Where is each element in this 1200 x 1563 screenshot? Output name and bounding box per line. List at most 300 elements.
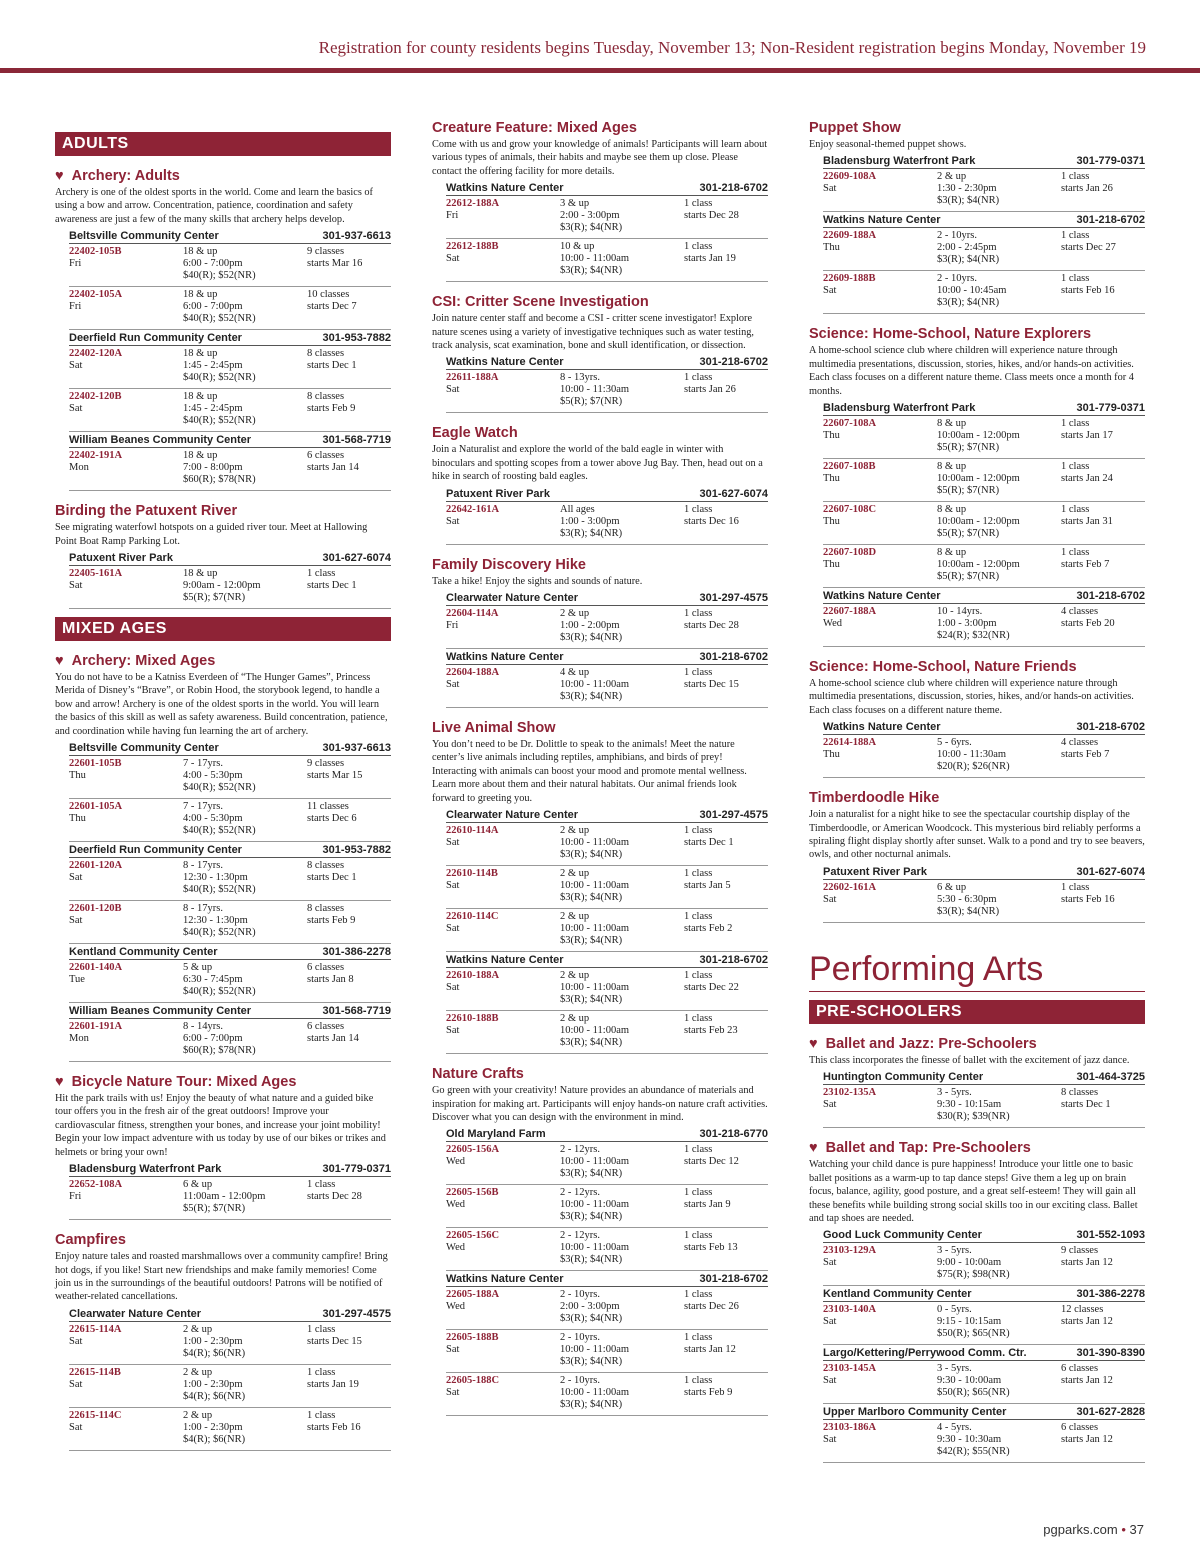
facility-header bbox=[69, 1161, 391, 1177]
class-day: Sat bbox=[823, 183, 837, 195]
class-day: Fri bbox=[446, 620, 459, 632]
class-fee: $3(R); $4(NR) bbox=[560, 1168, 623, 1180]
class-day: Thu bbox=[823, 559, 840, 571]
facility-phone: 301-937-6613 bbox=[322, 742, 391, 755]
class-row bbox=[823, 502, 1145, 545]
facility-phone: 301-627-2828 bbox=[1076, 1406, 1145, 1419]
class-age: 8 - 13yrs. bbox=[560, 372, 600, 384]
facility-phone: 301-218-6702 bbox=[699, 651, 768, 664]
heart-icon: ♥ bbox=[55, 168, 64, 184]
page-number: 37 bbox=[1129, 1522, 1144, 1537]
class-row bbox=[446, 665, 768, 708]
class-day: Sat bbox=[823, 1316, 837, 1328]
class-code[interactable]: 22614-188A bbox=[823, 737, 877, 749]
class-count: 1 class bbox=[307, 1366, 336, 1378]
class-age: 2 & up bbox=[937, 171, 967, 183]
class-time: 1:00 - 2:30pm bbox=[183, 1378, 243, 1390]
facility-header bbox=[69, 1306, 391, 1322]
class-age: 3 - 5yrs. bbox=[937, 1363, 972, 1375]
class-day: Sat bbox=[69, 580, 83, 592]
class-time: 4:00 - 5:30pm bbox=[183, 813, 243, 825]
facility-name: Watkins Nature Center bbox=[823, 590, 941, 603]
class-row bbox=[823, 169, 1145, 212]
program-description: Watching your child dance is pure happiness! Introduce your little one to basic ballet positions as a warm-up to tap dance steps! Give them a leg up on brain focus, balance, agility, good posture, and a great self-esteem! They will gain all these benefits while building strong social skills too in our exciting class. Ballet and tap shoes are needed. bbox=[809, 1159, 1138, 1224]
class-day: Thu bbox=[823, 749, 840, 761]
class-count: 6 classes bbox=[1061, 1422, 1099, 1434]
facility-phone: 301-953-7882 bbox=[322, 332, 391, 345]
class-age: 2 & up bbox=[560, 825, 590, 837]
class-fee: $40(R); $52(NR) bbox=[183, 884, 256, 896]
class-code[interactable]: 22402-120A bbox=[69, 348, 123, 360]
class-count: 1 class bbox=[684, 198, 713, 210]
class-age: 2 & up bbox=[560, 1013, 590, 1025]
class-age: 2 - 10yrs. bbox=[937, 273, 977, 285]
column-3 bbox=[809, 108, 1145, 1463]
class-code[interactable]: 22402-105A bbox=[69, 289, 123, 301]
class-start: starts Jan 19 bbox=[307, 1378, 359, 1390]
facility-header bbox=[446, 486, 768, 502]
class-code[interactable]: 22610-114C bbox=[446, 911, 499, 923]
class-fee: $40(R); $52(NR) bbox=[183, 927, 256, 939]
class-time: 10:00 - 11:00am bbox=[560, 679, 630, 691]
program-description: Go green with your creativity! Nature provides an abundance of materials and inspiration for making art. Participants will enjoy hands-on nature craft activities. Discover what you can design with the environment in mind. bbox=[432, 1085, 768, 1123]
heart-icon: ♥ bbox=[55, 653, 64, 670]
class-start: starts Feb 20 bbox=[1061, 618, 1115, 630]
class-day: Fri bbox=[69, 301, 82, 313]
program-title-text: Bicycle Nature Tour: Mixed Ages bbox=[71, 1074, 297, 1091]
class-count: 1 class bbox=[684, 825, 713, 837]
class-count: 11 classes bbox=[307, 801, 349, 813]
class-row bbox=[446, 823, 768, 866]
program-title-text: Family Discovery Hike bbox=[432, 556, 586, 573]
class-code[interactable]: 22642-161A bbox=[446, 503, 500, 515]
class-row bbox=[823, 604, 1145, 647]
class-day: Sat bbox=[446, 1387, 460, 1399]
program-title-text: Archery: Adults bbox=[71, 168, 180, 184]
facility-phone: 301-297-4575 bbox=[699, 592, 768, 605]
class-count: 1 class bbox=[684, 1144, 713, 1156]
class-row bbox=[823, 271, 1145, 314]
class-count: 1 class bbox=[1061, 461, 1090, 473]
class-code[interactable]: 22605-156C bbox=[446, 1230, 500, 1242]
class-time: 7:00 - 8:00pm bbox=[183, 462, 243, 474]
program-description: Join nature center staff and become a CSI - critter scene investigator! Explore nature scenes using a variety of investigative techniques such as water testing, track analysis, scat examination, bone and skull identification, or dissection. bbox=[432, 313, 754, 352]
class-start: starts Jan 12 bbox=[1061, 1375, 1113, 1387]
class-count: 4 classes bbox=[1061, 737, 1099, 749]
class-code[interactable]: 22607-188A bbox=[823, 606, 877, 618]
class-count: 1 class bbox=[684, 868, 713, 880]
facility-phone: 301-297-4575 bbox=[699, 809, 768, 822]
class-day: Sat bbox=[69, 403, 83, 415]
class-day: Mon bbox=[69, 462, 89, 474]
program-title-text: Archery: Mixed Ages bbox=[71, 653, 216, 670]
facility-phone: 301-218-6702 bbox=[1076, 590, 1145, 603]
class-row bbox=[446, 1011, 768, 1054]
class-day: Thu bbox=[69, 813, 86, 825]
class-count: 8 classes bbox=[307, 860, 345, 872]
class-start: starts Feb 9 bbox=[307, 915, 356, 927]
class-count: 9 classes bbox=[307, 758, 345, 770]
class-code[interactable]: 23102-135A bbox=[823, 1087, 877, 1099]
facility-name: Kentland Community Center bbox=[823, 1288, 972, 1301]
column-1 bbox=[55, 124, 391, 1451]
program-title bbox=[432, 1066, 768, 1083]
class-code[interactable]: 23103-186A bbox=[823, 1422, 877, 1434]
facility-header bbox=[446, 952, 768, 968]
class-age: 18 & up bbox=[183, 568, 218, 580]
program-title bbox=[55, 503, 391, 520]
class-fee: $50(R); $65(NR) bbox=[937, 1328, 1010, 1340]
class-row bbox=[823, 1243, 1145, 1286]
class-code[interactable]: 22652-108A bbox=[69, 1179, 123, 1191]
class-age: 2 - 10yrs. bbox=[937, 230, 977, 242]
class-start: starts Dec 12 bbox=[684, 1156, 739, 1168]
class-day: Wed bbox=[446, 1301, 465, 1313]
class-start: starts Jan 26 bbox=[1061, 183, 1113, 195]
program-title bbox=[809, 120, 1145, 137]
facility-header bbox=[823, 719, 1145, 735]
class-code[interactable]: 22607-108A bbox=[823, 418, 877, 430]
class-time: 6:30 - 7:45pm bbox=[183, 974, 243, 986]
class-code[interactable]: 22605-188B bbox=[446, 1332, 499, 1344]
class-time: 1:00 - 2:30pm bbox=[183, 1421, 243, 1433]
class-code[interactable]: 22601-140A bbox=[69, 962, 123, 974]
class-start: starts Jan 31 bbox=[1061, 516, 1113, 528]
class-fee: $5(R); $7(NR) bbox=[560, 396, 623, 408]
footer-site[interactable]: pgparks.com bbox=[1043, 1522, 1118, 1537]
class-start: starts Dec 15 bbox=[684, 679, 739, 691]
class-fee: $3(R); $4(NR) bbox=[560, 1037, 623, 1049]
class-code[interactable]: 22604-114A bbox=[446, 608, 499, 620]
facility-header bbox=[69, 1003, 391, 1019]
class-code[interactable]: 22610-188A bbox=[446, 970, 500, 982]
class-start: starts Jan 14 bbox=[307, 462, 359, 474]
class-time: 10:00 - 11:00am bbox=[560, 1025, 630, 1037]
class-fee: $40(R); $52(NR) bbox=[183, 372, 256, 384]
facility-header bbox=[446, 1126, 768, 1142]
class-start: starts Feb 16 bbox=[1061, 285, 1115, 297]
class-code[interactable]: 22611-188A bbox=[446, 372, 499, 384]
class-age: All ages bbox=[560, 503, 595, 515]
class-code[interactable]: 22609-188B bbox=[823, 273, 876, 285]
class-row bbox=[69, 1019, 391, 1062]
class-code[interactable]: 23103-129A bbox=[823, 1245, 877, 1257]
class-time: 10:00 - 11:00am bbox=[560, 1156, 630, 1168]
class-code[interactable]: 22609-188A bbox=[823, 230, 877, 242]
class-row bbox=[69, 389, 391, 432]
program-description: Come with us and grow your knowledge of animals! Participants will learn about various types of animals, their habits and maybe see them up close. Please contact the offering facility for more details. bbox=[432, 139, 768, 177]
class-age: 5 & up bbox=[183, 962, 213, 974]
class-start: starts Mar 15 bbox=[307, 770, 363, 782]
program-title-text: Ballet and Jazz: Pre-Schoolers bbox=[825, 1035, 1037, 1052]
class-start: starts Dec 22 bbox=[684, 982, 739, 994]
class-fee: $4(R); $6(NR) bbox=[183, 1347, 246, 1359]
class-code[interactable]: 22605-188C bbox=[446, 1375, 500, 1387]
class-code[interactable]: 22612-188A bbox=[446, 198, 500, 210]
class-fee: $3(R); $4(NR) bbox=[560, 994, 623, 1006]
class-start: starts Dec 7 bbox=[307, 301, 357, 313]
program-description: Hit the park trails with us! Enjoy the beauty of what nature and a guided bike tour offers you in the fresh air of the great outdoors! Improve your cardiovascular fitness, strengthen your bones, and increase your joint mobility! Begin your low impact adventure with us today by use of our bikes or trikes and helmets or bring your own! bbox=[55, 1093, 386, 1158]
class-code[interactable]: 22405-161A bbox=[69, 568, 123, 580]
class-time: 2:00 - 3:00pm bbox=[560, 1301, 620, 1313]
class-count: 1 class bbox=[684, 608, 713, 620]
class-count: 1 class bbox=[684, 1375, 713, 1387]
class-time: 1:00 - 3:00pm bbox=[560, 515, 620, 527]
class-row bbox=[823, 735, 1145, 778]
class-age: 5 - 6yrs. bbox=[937, 737, 972, 749]
class-count: 6 classes bbox=[307, 450, 345, 462]
class-code[interactable]: 22609-108A bbox=[823, 171, 877, 183]
class-time: 10:00 - 11:00am bbox=[560, 982, 630, 994]
class-time: 1:00 - 2:00pm bbox=[560, 620, 620, 632]
class-start: starts Dec 28 bbox=[307, 1191, 362, 1203]
class-code[interactable]: 22610-188B bbox=[446, 1013, 499, 1025]
class-start: starts Jan 12 bbox=[1061, 1434, 1113, 1446]
class-time: 5:30 - 6:30pm bbox=[937, 893, 997, 905]
class-row bbox=[446, 606, 768, 649]
class-code[interactable]: 22615-114B bbox=[69, 1366, 121, 1378]
facility-header bbox=[446, 807, 768, 823]
class-time: 9:30 - 10:30am bbox=[937, 1434, 1002, 1446]
class-start: starts Dec 28 bbox=[684, 210, 739, 222]
class-time: 9:00 - 10:00am bbox=[937, 1257, 1002, 1269]
class-row bbox=[69, 799, 391, 842]
class-time: 6:00 - 7:00pm bbox=[183, 1033, 243, 1045]
facility-name: Kentland Community Center bbox=[69, 946, 218, 959]
facility-name: Beltsville Community Center bbox=[69, 742, 219, 755]
class-row bbox=[69, 448, 391, 491]
facility-phone: 301-218-6702 bbox=[1076, 214, 1145, 227]
facility-phone: 301-386-2278 bbox=[1076, 1288, 1145, 1301]
class-code[interactable]: 22602-161A bbox=[823, 881, 877, 893]
class-count: 8 classes bbox=[307, 348, 345, 360]
class-fee: $4(R); $6(NR) bbox=[183, 1390, 246, 1402]
class-fee: $3(R); $4(NR) bbox=[560, 1399, 623, 1411]
program-title-text: Live Animal Show bbox=[432, 720, 556, 737]
class-count: 1 class bbox=[1061, 418, 1090, 430]
class-age: 10 - 14yrs. bbox=[937, 606, 983, 618]
class-count: 1 class bbox=[307, 1409, 336, 1421]
column-2 bbox=[432, 108, 768, 1416]
class-time: 6:00 - 7:00pm bbox=[183, 301, 243, 313]
facility-phone: 301-627-6074 bbox=[322, 552, 391, 565]
class-start: starts Dec 15 bbox=[307, 1335, 362, 1347]
class-start: starts Feb 23 bbox=[684, 1025, 738, 1037]
class-age: 8 & up bbox=[937, 504, 967, 516]
class-start: starts Jan 24 bbox=[1061, 473, 1113, 485]
program-title-text: Ballet and Tap: Pre-Schoolers bbox=[825, 1140, 1031, 1157]
class-day: Sat bbox=[446, 880, 460, 892]
class-day: Sat bbox=[69, 1378, 83, 1390]
footer-separator: • bbox=[1121, 1522, 1126, 1537]
class-day: Sat bbox=[69, 360, 83, 372]
class-age: 3 & up bbox=[560, 198, 590, 210]
class-day: Sat bbox=[446, 1344, 460, 1356]
class-code[interactable]: 22605-188A bbox=[446, 1289, 500, 1301]
facility-name: Beltsville Community Center bbox=[69, 230, 219, 243]
class-row bbox=[69, 1322, 391, 1365]
class-code[interactable]: 22605-156B bbox=[446, 1187, 499, 1199]
class-row bbox=[446, 866, 768, 909]
facility-name: Old Maryland Farm bbox=[446, 1128, 546, 1141]
facility-name: Watkins Nature Center bbox=[446, 954, 564, 967]
facility-name: Watkins Nature Center bbox=[446, 651, 564, 664]
class-code[interactable]: 22607-108D bbox=[823, 547, 877, 559]
class-fee: $3(R); $4(NR) bbox=[560, 1313, 623, 1325]
class-code[interactable]: 22402-120B bbox=[69, 391, 122, 403]
facility-name: Clearwater Nature Center bbox=[446, 809, 579, 822]
facility-name: Huntington Community Center bbox=[823, 1071, 984, 1084]
class-count: 1 class bbox=[684, 1013, 713, 1025]
facility-header bbox=[446, 354, 768, 370]
class-age: 8 - 17yrs. bbox=[183, 903, 223, 915]
class-age: 2 & up bbox=[560, 608, 590, 620]
program-title-text: Campfires bbox=[55, 1232, 126, 1249]
class-time: 10:00 - 11:00am bbox=[560, 1344, 630, 1356]
class-age: 18 & up bbox=[183, 289, 218, 301]
class-code[interactable]: 22601-120A bbox=[69, 860, 123, 872]
class-row bbox=[446, 1228, 768, 1271]
program-title bbox=[809, 326, 1145, 343]
class-start: starts Feb 7 bbox=[1061, 559, 1110, 571]
facility-phone: 301-218-6702 bbox=[699, 182, 768, 195]
class-start: starts Feb 13 bbox=[684, 1242, 738, 1254]
class-age: 8 & up bbox=[937, 418, 967, 430]
class-day: Sat bbox=[69, 915, 83, 927]
class-fee: $3(R); $4(NR) bbox=[560, 222, 623, 234]
class-day: Sat bbox=[446, 837, 460, 849]
class-code[interactable]: 22601-105B bbox=[69, 758, 122, 770]
class-time: 10:00 - 11:00am bbox=[560, 837, 630, 849]
class-day: Thu bbox=[69, 770, 86, 782]
section-header: PRE-SCHOOLERS bbox=[809, 1000, 1145, 1024]
class-age: 3 - 5yrs. bbox=[937, 1087, 972, 1099]
class-code[interactable]: 22601-105A bbox=[69, 801, 123, 813]
class-row bbox=[446, 1287, 768, 1330]
class-row bbox=[446, 1185, 768, 1228]
class-count: 1 class bbox=[307, 568, 336, 580]
class-time: 10:00am - 12:00pm bbox=[937, 473, 1020, 485]
class-fee: $42(R); $55(NR) bbox=[937, 1446, 1010, 1458]
class-row bbox=[446, 1330, 768, 1373]
class-day: Sat bbox=[446, 923, 460, 935]
class-code[interactable]: 22615-114A bbox=[69, 1323, 122, 1335]
class-row bbox=[823, 459, 1145, 502]
class-day: Thu bbox=[823, 242, 840, 254]
class-code[interactable]: 22601-120B bbox=[69, 903, 122, 915]
facility-name: William Beanes Community Center bbox=[69, 1005, 252, 1018]
class-age: 10 & up bbox=[560, 241, 595, 253]
facility-name: Patuxent River Park bbox=[69, 552, 173, 565]
facility-name: Bladensburg Waterfront Park bbox=[823, 155, 976, 168]
program-title bbox=[809, 1140, 1145, 1157]
class-fee: $5(R); $7(NR) bbox=[937, 442, 1000, 454]
program-title bbox=[432, 294, 768, 311]
class-fee: $75(R); $98(NR) bbox=[937, 1269, 1010, 1281]
program-title-text: Creature Feature: Mixed Ages bbox=[432, 120, 637, 136]
facility-phone: 301-386-2278 bbox=[322, 946, 391, 959]
class-day: Thu bbox=[823, 516, 840, 528]
class-count: 12 classes bbox=[1061, 1304, 1104, 1316]
class-day: Thu bbox=[823, 430, 840, 442]
class-fee: $3(R); $4(NR) bbox=[560, 849, 623, 861]
class-day: Fri bbox=[69, 1191, 82, 1203]
facility-header bbox=[446, 649, 768, 665]
class-fee: $3(R); $4(NR) bbox=[560, 935, 623, 947]
class-fee: $3(R); $4(NR) bbox=[937, 297, 1000, 309]
class-count: 6 classes bbox=[307, 1021, 345, 1033]
class-day: Sat bbox=[69, 872, 83, 884]
facility-phone: 301-779-0371 bbox=[322, 1163, 391, 1176]
facility-phone: 301-218-6702 bbox=[1076, 721, 1145, 734]
facility-phone: 301-568-7719 bbox=[322, 434, 391, 447]
class-code[interactable]: 23103-145A bbox=[823, 1363, 877, 1375]
facility-phone: 301-390-8390 bbox=[1076, 1347, 1145, 1360]
class-code[interactable]: 22402-105B bbox=[69, 246, 122, 258]
program-description: You don’t need to be Dr. Dolittle to speak to the animals! Meet the nature center’s live animals including reptiles, amphibians, and birds of prey! Interacting with animals can boost your mood and promote mental wellness. Learn more about them and their natural habitats. Our animal friends look forward to greeting you. bbox=[432, 739, 747, 804]
program-title-text: Timberdoodle Hike bbox=[809, 790, 940, 807]
facility-name: Watkins Nature Center bbox=[823, 214, 941, 227]
class-code[interactable]: 22604-188A bbox=[446, 667, 500, 679]
class-start: starts Dec 16 bbox=[684, 515, 739, 527]
facility-header bbox=[69, 432, 391, 448]
class-time: 10:00 - 11:00am bbox=[560, 1242, 630, 1254]
class-code[interactable]: 22402-191A bbox=[69, 450, 123, 462]
class-time: 6:00 - 7:00pm bbox=[183, 258, 243, 270]
class-row bbox=[69, 858, 391, 901]
class-code[interactable]: 22607-108B bbox=[823, 461, 876, 473]
class-fee: $3(R); $4(NR) bbox=[560, 1254, 623, 1266]
class-day: Sat bbox=[446, 982, 460, 994]
class-age: 18 & up bbox=[183, 391, 218, 403]
class-row bbox=[446, 909, 768, 952]
class-fee: $24(R); $32(NR) bbox=[937, 630, 1010, 642]
class-time: 11:00am - 12:00pm bbox=[183, 1191, 266, 1203]
class-fee: $3(R); $4(NR) bbox=[560, 1211, 623, 1223]
class-code[interactable]: 23103-140A bbox=[823, 1304, 877, 1316]
class-code[interactable]: 22601-191A bbox=[69, 1021, 123, 1033]
class-code[interactable]: 22612-188B bbox=[446, 241, 499, 253]
class-code[interactable]: 22610-114A bbox=[446, 825, 499, 837]
class-time: 1:00 - 3:00pm bbox=[937, 618, 997, 630]
program-title-text: Nature Crafts bbox=[432, 1066, 524, 1083]
facility-phone: 301-464-3725 bbox=[1076, 1071, 1145, 1084]
class-fee: $3(R); $4(NR) bbox=[560, 892, 623, 904]
program-title bbox=[432, 425, 768, 442]
class-time: 1:45 - 2:45pm bbox=[183, 403, 243, 415]
facility-phone: 301-627-6074 bbox=[699, 487, 768, 500]
class-age: 2 & up bbox=[183, 1323, 213, 1335]
facility-name: Bladensburg Waterfront Park bbox=[69, 1163, 222, 1176]
facility-header bbox=[823, 1069, 1145, 1085]
class-age: 18 & up bbox=[183, 348, 218, 360]
class-row bbox=[69, 1177, 391, 1220]
class-code[interactable]: 22615-114C bbox=[69, 1409, 122, 1421]
class-age: 18 & up bbox=[183, 246, 218, 258]
class-code[interactable]: 22607-108C bbox=[823, 504, 877, 516]
facility-header bbox=[69, 944, 391, 960]
class-code[interactable]: 22605-156A bbox=[446, 1144, 500, 1156]
facility-name: Bladensburg Waterfront Park bbox=[823, 402, 976, 415]
program-description: Archery is one of the oldest sports in the world. Come and learn the basics of using a bow and arrow. Concentration, patience, coordination and safety awareness are just a few of the many skills that archery helps develop. bbox=[55, 187, 373, 225]
program-title-text: CSI: Critter Scene Investigation bbox=[432, 294, 649, 311]
class-count: 8 classes bbox=[307, 391, 345, 403]
class-row bbox=[69, 566, 391, 609]
class-time: 10:00am - 12:00pm bbox=[937, 516, 1020, 528]
class-code[interactable]: 22610-114B bbox=[446, 868, 498, 880]
facility-name: Deerfield Run Community Center bbox=[69, 844, 242, 857]
class-age: 3 - 5yrs. bbox=[937, 1245, 972, 1257]
